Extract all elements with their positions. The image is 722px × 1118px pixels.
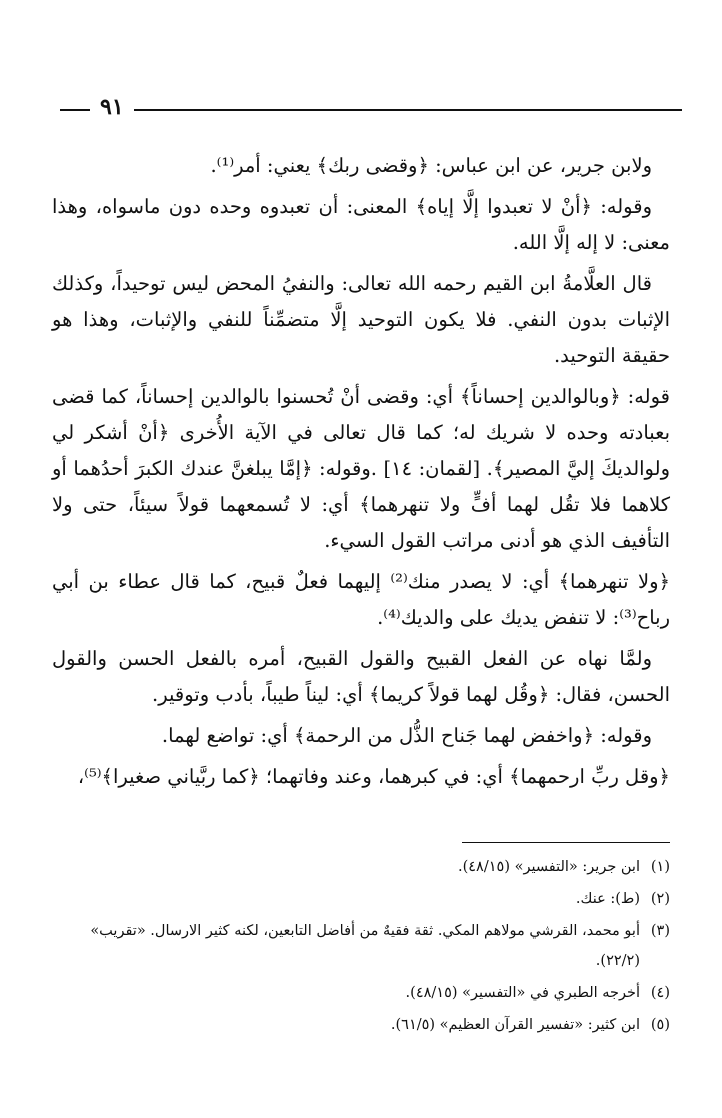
footnote-number: (٥) [650, 1017, 670, 1033]
paragraph: وقوله: ﴿أنْ لا تعبدوا إلَّا إياه﴾ المعنى: أن تعبدوه وحده دون ماسواه، وهذا معنى: لا إله إلَّا الله. [52, 195, 670, 254]
paragraph: وقوله: ﴿واخفض لهما جَناح الذُّل من الرحمة﴾ أي: تواضع لهما. [161, 724, 652, 747]
paragraph: ﴿ولا تنهرهما﴾ أي: لا يصدر منك⁽²⁾ إليهما فعلٌ قبيح، كما قال عطاء بن أبي رباح⁽³⁾: لا تنفض يديك على والديك⁽⁴⁾. [52, 570, 670, 629]
paragraph: ﴿وقل ربِّ ارحمهما﴾ أي: في كبرهما، وعند وفاتهما؛ ﴿كما ربَّياني صغيرا﴾⁽⁵⁾، [77, 765, 670, 788]
footnote [52, 1010, 670, 1040]
footnotes [52, 852, 670, 1042]
footnote-number: (١) [650, 859, 670, 875]
header-rule [134, 109, 682, 111]
footnote-text: ابن كثير: «تفسير القرآن العظيم» (٦١/٥). [390, 1017, 640, 1033]
paragraph: قال العلَّامةُ ابن القيم رحمه الله تعالى: والنفيُ المحض ليس توحيداً، وكذلك الإثبات بدون النفي. فلا يكون التوحيد إلَّا متضمِّناً للنفي والإثبات، وهذا هو حقيقة التوحيد. [52, 272, 670, 367]
paragraph: ولمَّا نهاه عن الفعل القبيح والقول القبيح، أمره بالفعل الحسن والقول الحسن، فقال: ﴿وقُل لهما قولاً كريما﴾ أي: ليناً طيباً، بأدب وتوقير. [52, 647, 670, 706]
footnote-text: (ط): عنك. [575, 891, 640, 907]
header-rule-short [60, 109, 90, 111]
footnote [52, 884, 670, 914]
main-text [52, 148, 670, 800]
footnote [52, 852, 670, 882]
footnote [52, 978, 670, 1008]
footnote-text: أخرجه الطبري في «التفسير» (٤٨/١٥). [405, 985, 640, 1001]
footnote-separator [462, 842, 670, 843]
footnote-number: (٣) [650, 923, 670, 939]
footnote-number: (٤) [650, 985, 670, 1001]
footnote-number: (٢) [650, 891, 670, 907]
page-number: ٩١ [100, 94, 124, 120]
footnote-text: ابن جرير: «التفسير» (٤٨/١٥). [457, 859, 640, 875]
page-header [60, 92, 682, 122]
footnote-text: أبو محمد، القرشي مولاهم المكي. ثقة فقيهٌ من أفاضل التابعين، لكنه كثير الارسال. «تقريب» (٢٢/٢). [90, 923, 640, 969]
paragraph: ولابن جرير، عن ابن عباس: ﴿وقضى ربك﴾ يعني: أمر⁽¹⁾. [210, 154, 652, 177]
footnote [52, 916, 670, 976]
paragraph: قوله: ﴿وبالوالدين إحساناً﴾ أي: وقضى أنْ تُحسنوا بالوالدين إحساناً، كما قضى بعبادته وحده لا شريك له؛ كما قال تعالى في الآية الأُخرى ﴿أنْ أشكر لي ولوالديكَ إليَّ المصير﴾. [لقمان: ١٤] .وقوله: ﴿إمَّا يبلغنَّ عندك الكبرَ أحدُهما أو كلاهما فلا تقُل لهما أفٍّ ولا تنهرهما﴾ أي: لا تُسمعهما قولاً سيئاً، حتى ولا التأفيف الذي هو أدنى مراتب القول السيء. [52, 385, 670, 552]
